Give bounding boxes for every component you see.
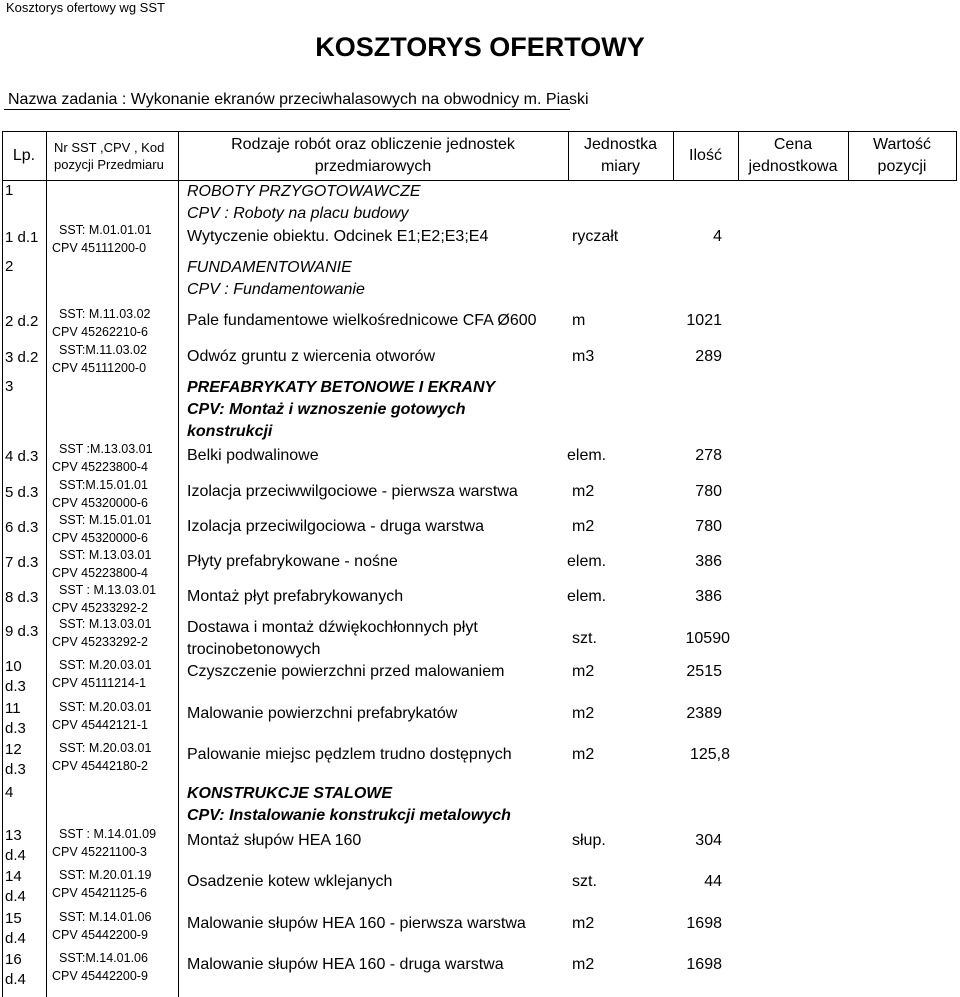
row-unit: elem.: [567, 447, 607, 464]
description-line: Malowanie powierzchni prefabrykatów: [187, 705, 458, 722]
row-unit: ryczałt: [572, 228, 619, 245]
row-lp: 1: [5, 182, 14, 199]
row-code: [52, 547, 172, 581]
header-price-line2: jednostkowa: [748, 158, 838, 175]
row-description: [187, 551, 398, 573]
row-description: [187, 913, 526, 935]
header-value-line2: pozycji: [877, 158, 927, 175]
row-unit: m2: [572, 483, 595, 500]
row-cpv-code: CPV 45320000-6: [52, 496, 148, 510]
header-code: [54, 139, 176, 173]
row-lp: 5 d.3: [5, 484, 39, 501]
row-cpv-code: CPV 45223800-4: [52, 566, 148, 580]
row-quantity: 1698: [686, 956, 722, 973]
row-sst-code: SST: M.14.01.06: [59, 910, 152, 924]
row-description: [187, 346, 435, 368]
description-line: Malowanie słupów HEA 160 - druga warstwa: [187, 956, 504, 973]
row-lp: 3 d.2: [5, 349, 39, 366]
row-unit: m2: [572, 746, 595, 763]
col-line: [956, 131, 957, 181]
description-line: Odwóz gruntu z wiercenia otworów: [187, 348, 436, 365]
row-quantity: 10590: [685, 630, 730, 647]
header-note: Kosztorys ofertowy wg SST: [6, 0, 165, 15]
row-code: [52, 477, 172, 511]
row-cpv-code: CPV 45111214-1: [52, 676, 147, 690]
row-cpv-code: CPV 45320000-6: [52, 531, 148, 545]
row-code: [52, 342, 172, 376]
row-lp: 3: [5, 378, 14, 395]
col-line: [2, 131, 3, 997]
row-cpv-code: CPV 45442121-1: [52, 718, 148, 732]
col-line: [46, 131, 47, 997]
description-line: KONSTRUKCJE STALOWE: [187, 785, 393, 802]
row-cpv-code: CPV 45442200-9: [52, 928, 148, 942]
row-quantity: 780: [695, 483, 722, 500]
row-lp: 13 d.4: [5, 827, 26, 864]
row-sst-code: SST: M.15.01.01: [59, 513, 152, 527]
row-description: [187, 586, 403, 608]
row-cpv-code: CPV 45233292-2: [52, 601, 148, 615]
description-line: CPV: Instalowanie konstrukcji metalowych: [187, 807, 511, 824]
row-quantity: 44: [704, 873, 722, 890]
row-cpv-code: CPV 45442180-2: [52, 759, 148, 773]
row-cpv-code: CPV 45111200-0: [52, 361, 147, 375]
row-line: [2, 131, 957, 132]
row-description: [187, 617, 478, 661]
header-code-line1: Nr SST ,CPV , Kod: [54, 140, 165, 155]
row-code: [52, 699, 172, 733]
section-heading: [187, 377, 495, 443]
task-name: Nazwa zadania : Wykonanie ekranów przeciwhalasowych na obwodnicy m. Piaski: [8, 91, 589, 108]
row-quantity: 4: [713, 228, 722, 245]
row-code: [52, 512, 172, 546]
description-line: Palowanie miejsc pędzlem trudno dostępnych: [187, 746, 512, 763]
row-quantity: 304: [695, 832, 722, 849]
row-unit: elem.: [567, 553, 607, 570]
row-quantity: 278: [695, 447, 722, 464]
section-heading: [187, 257, 365, 301]
row-code: [52, 867, 172, 901]
row-quantity: 289: [695, 348, 722, 365]
description-line: CPV: Montaż i wznoszenie gotowych: [187, 401, 466, 418]
row-lp: 16 d.4: [5, 951, 26, 988]
row-unit: m: [572, 312, 586, 329]
row-unit: m2: [572, 956, 595, 973]
description-line: Izolacja przeciwilgociowa - druga warstwa: [187, 518, 485, 535]
row-sst-code: SST:M.14.01.06: [59, 951, 148, 965]
row-quantity: 1021: [686, 312, 722, 329]
row-lp: 14 d.4: [5, 868, 26, 905]
row-sst-code: SST :M.13.03.01: [59, 442, 153, 456]
row-description: [187, 703, 457, 725]
header-unit-price: [738, 134, 848, 178]
header-quantity: Ilość: [689, 147, 722, 164]
description-line: Dostawa i montaż dźwiękochłonnych płyt: [187, 619, 478, 636]
description-line: Pale fundamentowe wielkośrednicowe CFA Ø600: [187, 312, 537, 329]
row-lp: 2 d.2: [5, 313, 39, 330]
header-description: [178, 134, 568, 178]
row-description: [187, 481, 518, 503]
row-description: [187, 830, 361, 852]
header-unit: [568, 134, 673, 178]
row-quantity: 386: [695, 588, 722, 605]
row-code: [52, 826, 172, 860]
row-cpv-code: CPV 45111200-0: [52, 241, 147, 255]
row-lp: 7 d.3: [5, 554, 39, 571]
row-unit: m2: [572, 705, 595, 722]
col-line: [178, 131, 179, 997]
row-description: [187, 226, 488, 248]
row-code: [52, 740, 172, 774]
header-value: [848, 134, 956, 178]
row-sst-code: SST : M.14.01.09: [59, 827, 157, 841]
row-lp: 9 d.3: [5, 623, 39, 640]
row-code: [52, 950, 172, 984]
row-code: [52, 657, 172, 691]
row-cpv-code: CPV 45262210-6: [52, 325, 148, 339]
row-lp: 2: [5, 258, 14, 275]
description-line: konstrukcji: [187, 423, 273, 440]
document-title: KOSZTORYS OFERTOWY: [315, 32, 645, 62]
row-cpv-code: CPV 45442200-9: [52, 969, 148, 983]
description-line: Płyty prefabrykowane - nośne: [187, 553, 398, 570]
section-heading: [187, 783, 511, 827]
row-description: [187, 954, 504, 976]
row-code: [52, 909, 172, 943]
row-lp: 4: [5, 784, 14, 801]
description-line: trocinobetonowych: [187, 641, 321, 658]
row-cpv-code: CPV 45233292-2: [52, 635, 148, 649]
row-code: [52, 582, 172, 616]
header-unit-line1: Jednostka: [584, 136, 657, 153]
description-line: Wytyczenie obiektu. Odcinek E1;E2;E3;E4: [187, 228, 489, 245]
row-lp: 15 d.4: [5, 910, 26, 947]
header-value-line1: Wartość: [872, 136, 932, 153]
row-sst-code: SST:M.11.03.02: [59, 343, 148, 357]
row-lp: 1 d.1: [5, 229, 39, 246]
task-underline: [4, 109, 570, 110]
description-line: Malowanie słupów HEA 160 - pierwsza warstwa: [187, 915, 526, 932]
row-description: [187, 310, 537, 332]
description-line: Izolacja przeciwwilgociowe - pierwsza warstwa: [187, 483, 518, 500]
header-code-line2: pozycji Przedmiaru: [54, 157, 164, 172]
row-sst-code: SST:M.15.01.01: [59, 478, 148, 492]
row-unit: elem.: [567, 588, 607, 605]
row-quantity: 386: [695, 553, 722, 570]
row-quantity: 125,8: [689, 746, 730, 763]
row-lp: 8 d.3: [5, 589, 39, 606]
row-lp: 11 d.3: [5, 700, 26, 737]
row-cpv-code: CPV 45221100-3: [52, 845, 147, 859]
description-line: PREFABRYKATY BETONOWE I EKRANY: [187, 379, 496, 396]
row-code: [52, 441, 172, 475]
description-line: Montaż płyt prefabrykowanych: [187, 588, 404, 605]
description-line: Montaż słupów HEA 160: [187, 832, 362, 849]
description-line: Osadzenie kotew wklejanych: [187, 873, 393, 890]
description-line: CPV : Roboty na placu budowy: [187, 205, 409, 222]
row-description: [187, 445, 319, 467]
row-code: [52, 222, 172, 256]
description-line: CPV : Fundamentowanie: [187, 281, 365, 298]
row-unit: m2: [572, 518, 595, 535]
row-quantity: 2515: [686, 663, 722, 680]
row-lp: 6 d.3: [5, 519, 39, 536]
row-unit: m3: [572, 348, 595, 365]
row-lp: 12 d.3: [5, 741, 26, 778]
row-sst-code: SST: M.20.03.01: [59, 658, 152, 672]
row-sst-code: SST: M.13.03.01: [59, 548, 152, 562]
description-line: FUNDAMENTOWANIE: [187, 259, 352, 276]
row-lp: 10 d.3: [5, 658, 26, 695]
row-unit: szt.: [572, 630, 597, 647]
header-desc-line2: przedmiarowych: [314, 158, 432, 175]
section-heading: [187, 181, 421, 225]
row-sst-code: SST: M.11.03.02: [59, 307, 151, 321]
row-line: [2, 180, 957, 181]
row-quantity: 2389: [686, 705, 722, 722]
description-line: Belki podwalinowe: [187, 447, 319, 464]
header-price-line1: Cena: [773, 136, 813, 153]
row-cpv-code: CPV 45223800-4: [52, 460, 148, 474]
row-unit: m2: [572, 915, 595, 932]
row-unit: szt.: [572, 873, 597, 890]
row-sst-code: SST: M.20.03.01: [59, 741, 152, 755]
header-unit-line2: miary: [600, 158, 641, 175]
row-description: [187, 744, 512, 766]
row-description: [187, 661, 504, 683]
description-line: ROBOTY PRZYGOTOWAWCZE: [187, 183, 421, 200]
row-code: [52, 616, 172, 650]
row-sst-code: SST : M.13.03.01: [59, 583, 157, 597]
row-quantity: 1698: [686, 915, 722, 932]
row-quantity: 780: [695, 518, 722, 535]
row-cpv-code: CPV 45421125-6: [52, 886, 147, 900]
row-sst-code: SST: M.13.03.01: [59, 617, 152, 631]
row-unit: słup.: [572, 832, 606, 849]
row-sst-code: SST: M.01.01.01: [59, 223, 152, 237]
row-sst-code: SST: M.20.01.19: [59, 868, 152, 882]
header-desc-line1: Rodzaje robót oraz obliczenie jednostek: [231, 136, 515, 153]
description-line: Czyszczenie powierzchni przed malowaniem: [187, 663, 505, 680]
row-description: [187, 516, 484, 538]
row-unit: m2: [572, 663, 595, 680]
row-sst-code: SST: M.20.03.01: [59, 700, 152, 714]
row-code: [52, 306, 172, 340]
header-lp: Lp.: [12, 147, 36, 164]
row-lp: 4 d.3: [5, 448, 39, 465]
row-description: [187, 871, 392, 893]
